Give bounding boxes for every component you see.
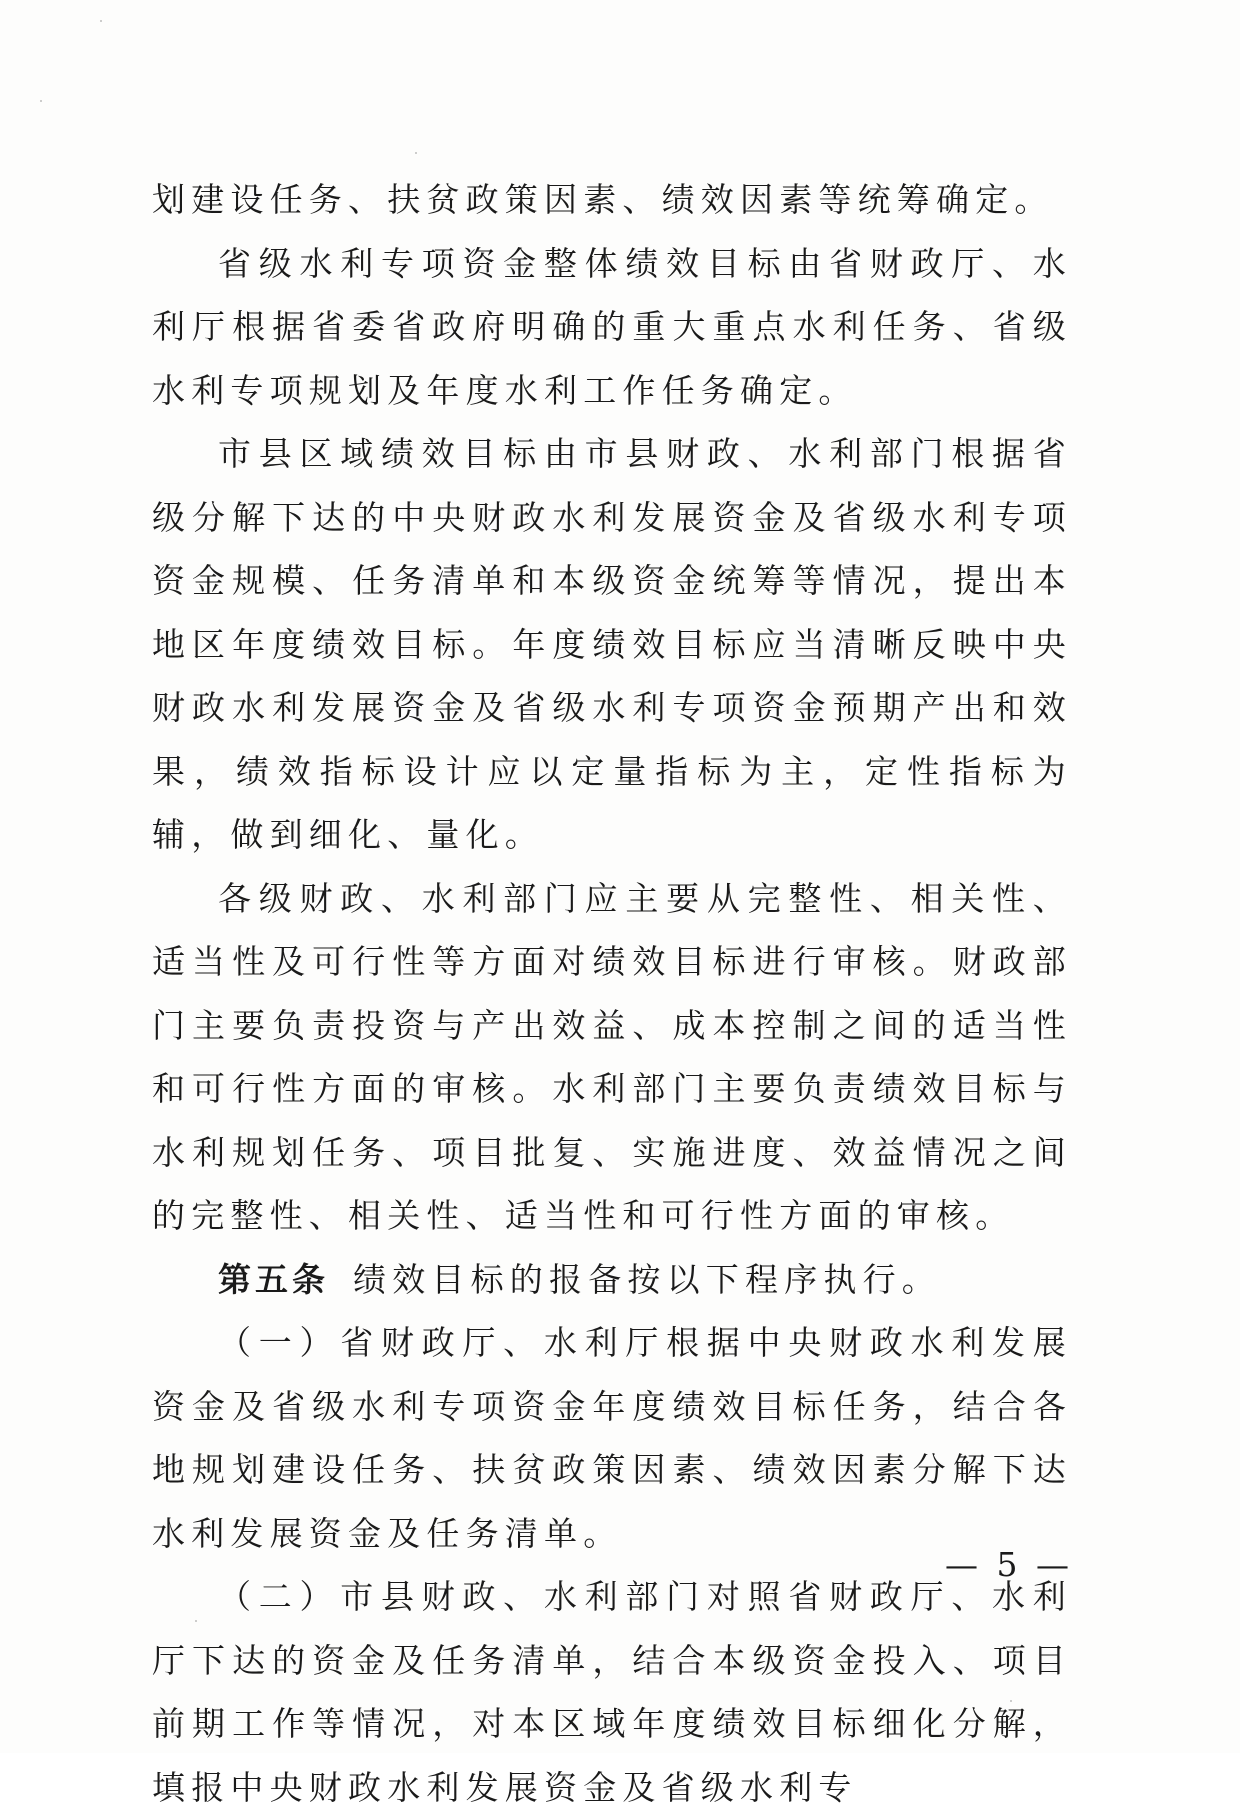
article-five	[152, 1248, 1072, 1312]
item-one: （一）省财政厅、水利厅根据中央财政水利发展资金及省级水利专项资金年度绩效目标任务，结合各地规划建设任务、扶贫政策因素、绩效因素分解下达水利发展资金及任务清单。	[152, 1323, 1072, 1553]
paragraph-continuation: 划建设任务、扶贫政策因素、绩效因素等统筹确定。	[152, 180, 1054, 219]
item-two: （二）市县财政、水利部门对照省财政厅、水利厅下达的资金及任务清单，结合本级资金投入、项目前期工作等情况，对本区域年度绩效目标细化分解，填报中央财政水利发展资金及省级水利专	[152, 1577, 1072, 1807]
body-text	[152, 168, 1072, 1819]
page-number: — 5 —	[945, 1545, 1073, 1584]
scan-speck	[415, 152, 417, 154]
scan-speck	[40, 100, 42, 102]
paragraph-provincial-goals: 省级水利专项资金整体绩效目标由省财政厅、水利厅根据省委省政府明确的重大重点水利任务、省级水利专项规划及年度水利工作任务确定。	[152, 243, 1072, 410]
paragraph-regional-goals: 市县区域绩效目标由市县财政、水利部门根据省级分解下达的中央财政水利发展资金及省级水利专项资金规模、任务清单和本级资金统筹等情况，提出本地区年度绩效目标。年度绩效目标应当清晰反映中央财政水利发展资金及省级水利专项资金预期产出和效果，绩效指标设计应以定量指标为主，定性指标为辅，做到细化、量化。	[152, 434, 1072, 854]
scan-speck	[100, 20, 102, 22]
paragraph-goal-review: 各级财政、水利部门应主要从完整性、相关性、适当性及可行性等方面对绩效目标进行审核。财政部门主要负责投资与产出效益、成本控制之间的适当性和可行性方面的审核。水利部门主要负责绩效目标与水利规划任务、项目批复、实施进度、效益情况之间的完整性、相关性、适当性和可行性方面的审核。	[152, 878, 1072, 1235]
article-text: 绩效目标的报备按以下程序执行。	[353, 1259, 941, 1299]
article-heading: 第五条	[218, 1259, 329, 1299]
